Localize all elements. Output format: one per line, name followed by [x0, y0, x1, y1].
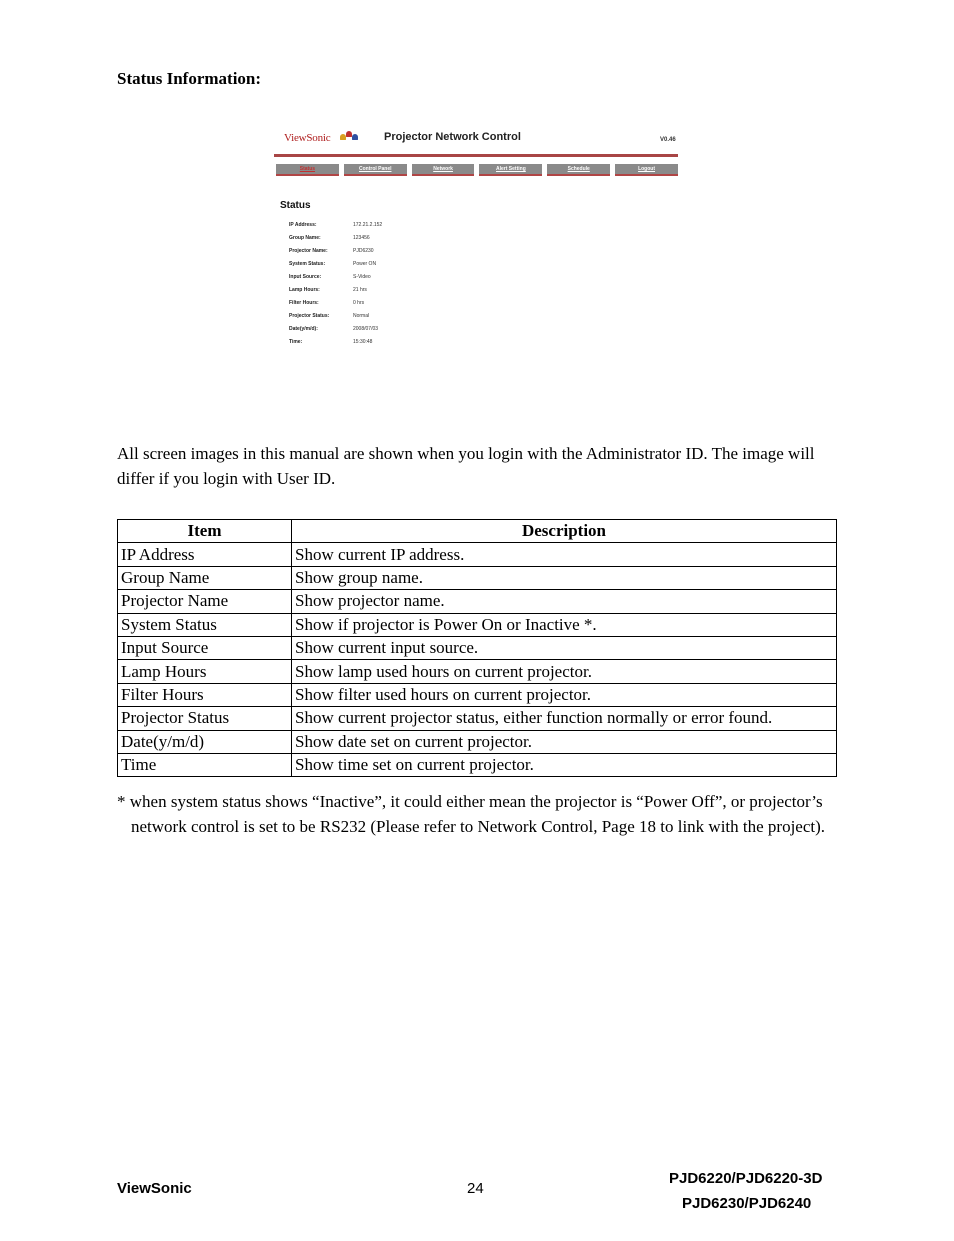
description-cell: Show lamp used hours on current projector. [292, 660, 837, 683]
description-cell: Show current IP address. [292, 543, 837, 566]
table-row [118, 543, 837, 566]
table-row [118, 660, 837, 683]
viewsonic-logo: ViewSonic [284, 132, 331, 144]
model-names-line2: PJD6230/PJD6240 [682, 1195, 812, 1212]
nav-tab[interactable]: Logout [615, 164, 678, 176]
intro-paragraph: All screen images in this manual are shown when you login with the Administrator ID. The image will differ if you login with User ID. [117, 444, 815, 488]
status-label: Group Name: [289, 235, 321, 241]
header-divider [274, 154, 678, 157]
birds-logo-icon [340, 130, 360, 142]
status-label: Lamp Hours: [289, 287, 320, 293]
item-cell: Time [118, 753, 292, 776]
description-cell: Show filter used hours on current projector. [292, 683, 837, 706]
status-value: Power ON [353, 261, 377, 267]
status-screenshot [272, 118, 680, 358]
description-cell: Show time set on current projector. [292, 753, 837, 776]
status-value: 15:30:48 [353, 339, 373, 345]
table-row [118, 707, 837, 730]
item-cell: System Status [118, 613, 292, 636]
status-value: Normal [353, 313, 370, 319]
table-row [118, 613, 837, 636]
status-label: Date(y/m/d): [289, 326, 318, 332]
footer-brand: ViewSonic [117, 1180, 192, 1197]
version-label: V0.46 [660, 137, 676, 143]
status-value: 0 hrs [353, 300, 365, 306]
nav-tab[interactable]: Control Panel [344, 164, 407, 176]
model-names-line1: PJD6220/PJD6220-3D [669, 1170, 823, 1187]
status-label: Filter Hours: [289, 300, 319, 306]
nav-tab[interactable]: Network [412, 164, 475, 176]
status-label: System Status: [289, 261, 326, 267]
section-heading: Status Information: [117, 69, 262, 88]
table-row [118, 683, 837, 706]
nav-tab[interactable]: Status [276, 164, 339, 176]
description-cell: Show group name. [292, 566, 837, 589]
app-title: Projector Network Control [384, 131, 521, 143]
footnote: * when system status shows “Inactive”, it could either mean the projector is “Power Off”, or projector’s network control is set to be RS232 (Please refer to Network Control, Page 18 to link with the project). [117, 792, 826, 836]
status-description-table [117, 519, 837, 777]
status-value: 2008/07/03 [353, 326, 379, 332]
table-row [118, 730, 837, 753]
status-label: IP Address: [289, 222, 317, 228]
table-row [118, 636, 837, 659]
description-cell: Show date set on current projector. [292, 730, 837, 753]
header-description: Description [292, 520, 837, 543]
table-row [118, 566, 837, 589]
item-cell: Date(y/m/d) [118, 730, 292, 753]
status-value: 21 hrs [353, 287, 367, 293]
status-value: S-Video [353, 274, 371, 280]
nav-tab[interactable]: Schedule [547, 164, 610, 176]
page-number: 24 [467, 1180, 484, 1197]
status-label: Projector Name: [289, 248, 328, 254]
description-cell: Show current input source. [292, 636, 837, 659]
item-cell: Projector Status [118, 707, 292, 730]
item-cell: Filter Hours [118, 683, 292, 706]
table-row [118, 753, 837, 776]
table-header-row [118, 520, 837, 543]
item-cell: Input Source [118, 636, 292, 659]
status-heading: Status [280, 200, 311, 211]
nav-bar [276, 164, 678, 176]
item-cell: Projector Name [118, 590, 292, 613]
header-item: Item [118, 520, 292, 543]
description-cell: Show if projector is Power On or Inactive *. [292, 613, 837, 636]
description-cell: Show current projector status, either function normally or error found. [292, 707, 837, 730]
table-row [118, 590, 837, 613]
item-cell: Group Name [118, 566, 292, 589]
status-value: 172.21.2.152 [353, 222, 383, 228]
item-cell: IP Address [118, 543, 292, 566]
item-cell: Lamp Hours [118, 660, 292, 683]
status-value: 123456 [353, 235, 370, 241]
status-label: Projector Status: [289, 313, 330, 319]
nav-tab[interactable]: Alert Setting [479, 164, 542, 176]
status-label: Time: [289, 339, 303, 345]
status-value: PJD6230 [353, 248, 374, 254]
description-cell: Show projector name. [292, 590, 837, 613]
status-label: Input Source: [289, 274, 322, 280]
